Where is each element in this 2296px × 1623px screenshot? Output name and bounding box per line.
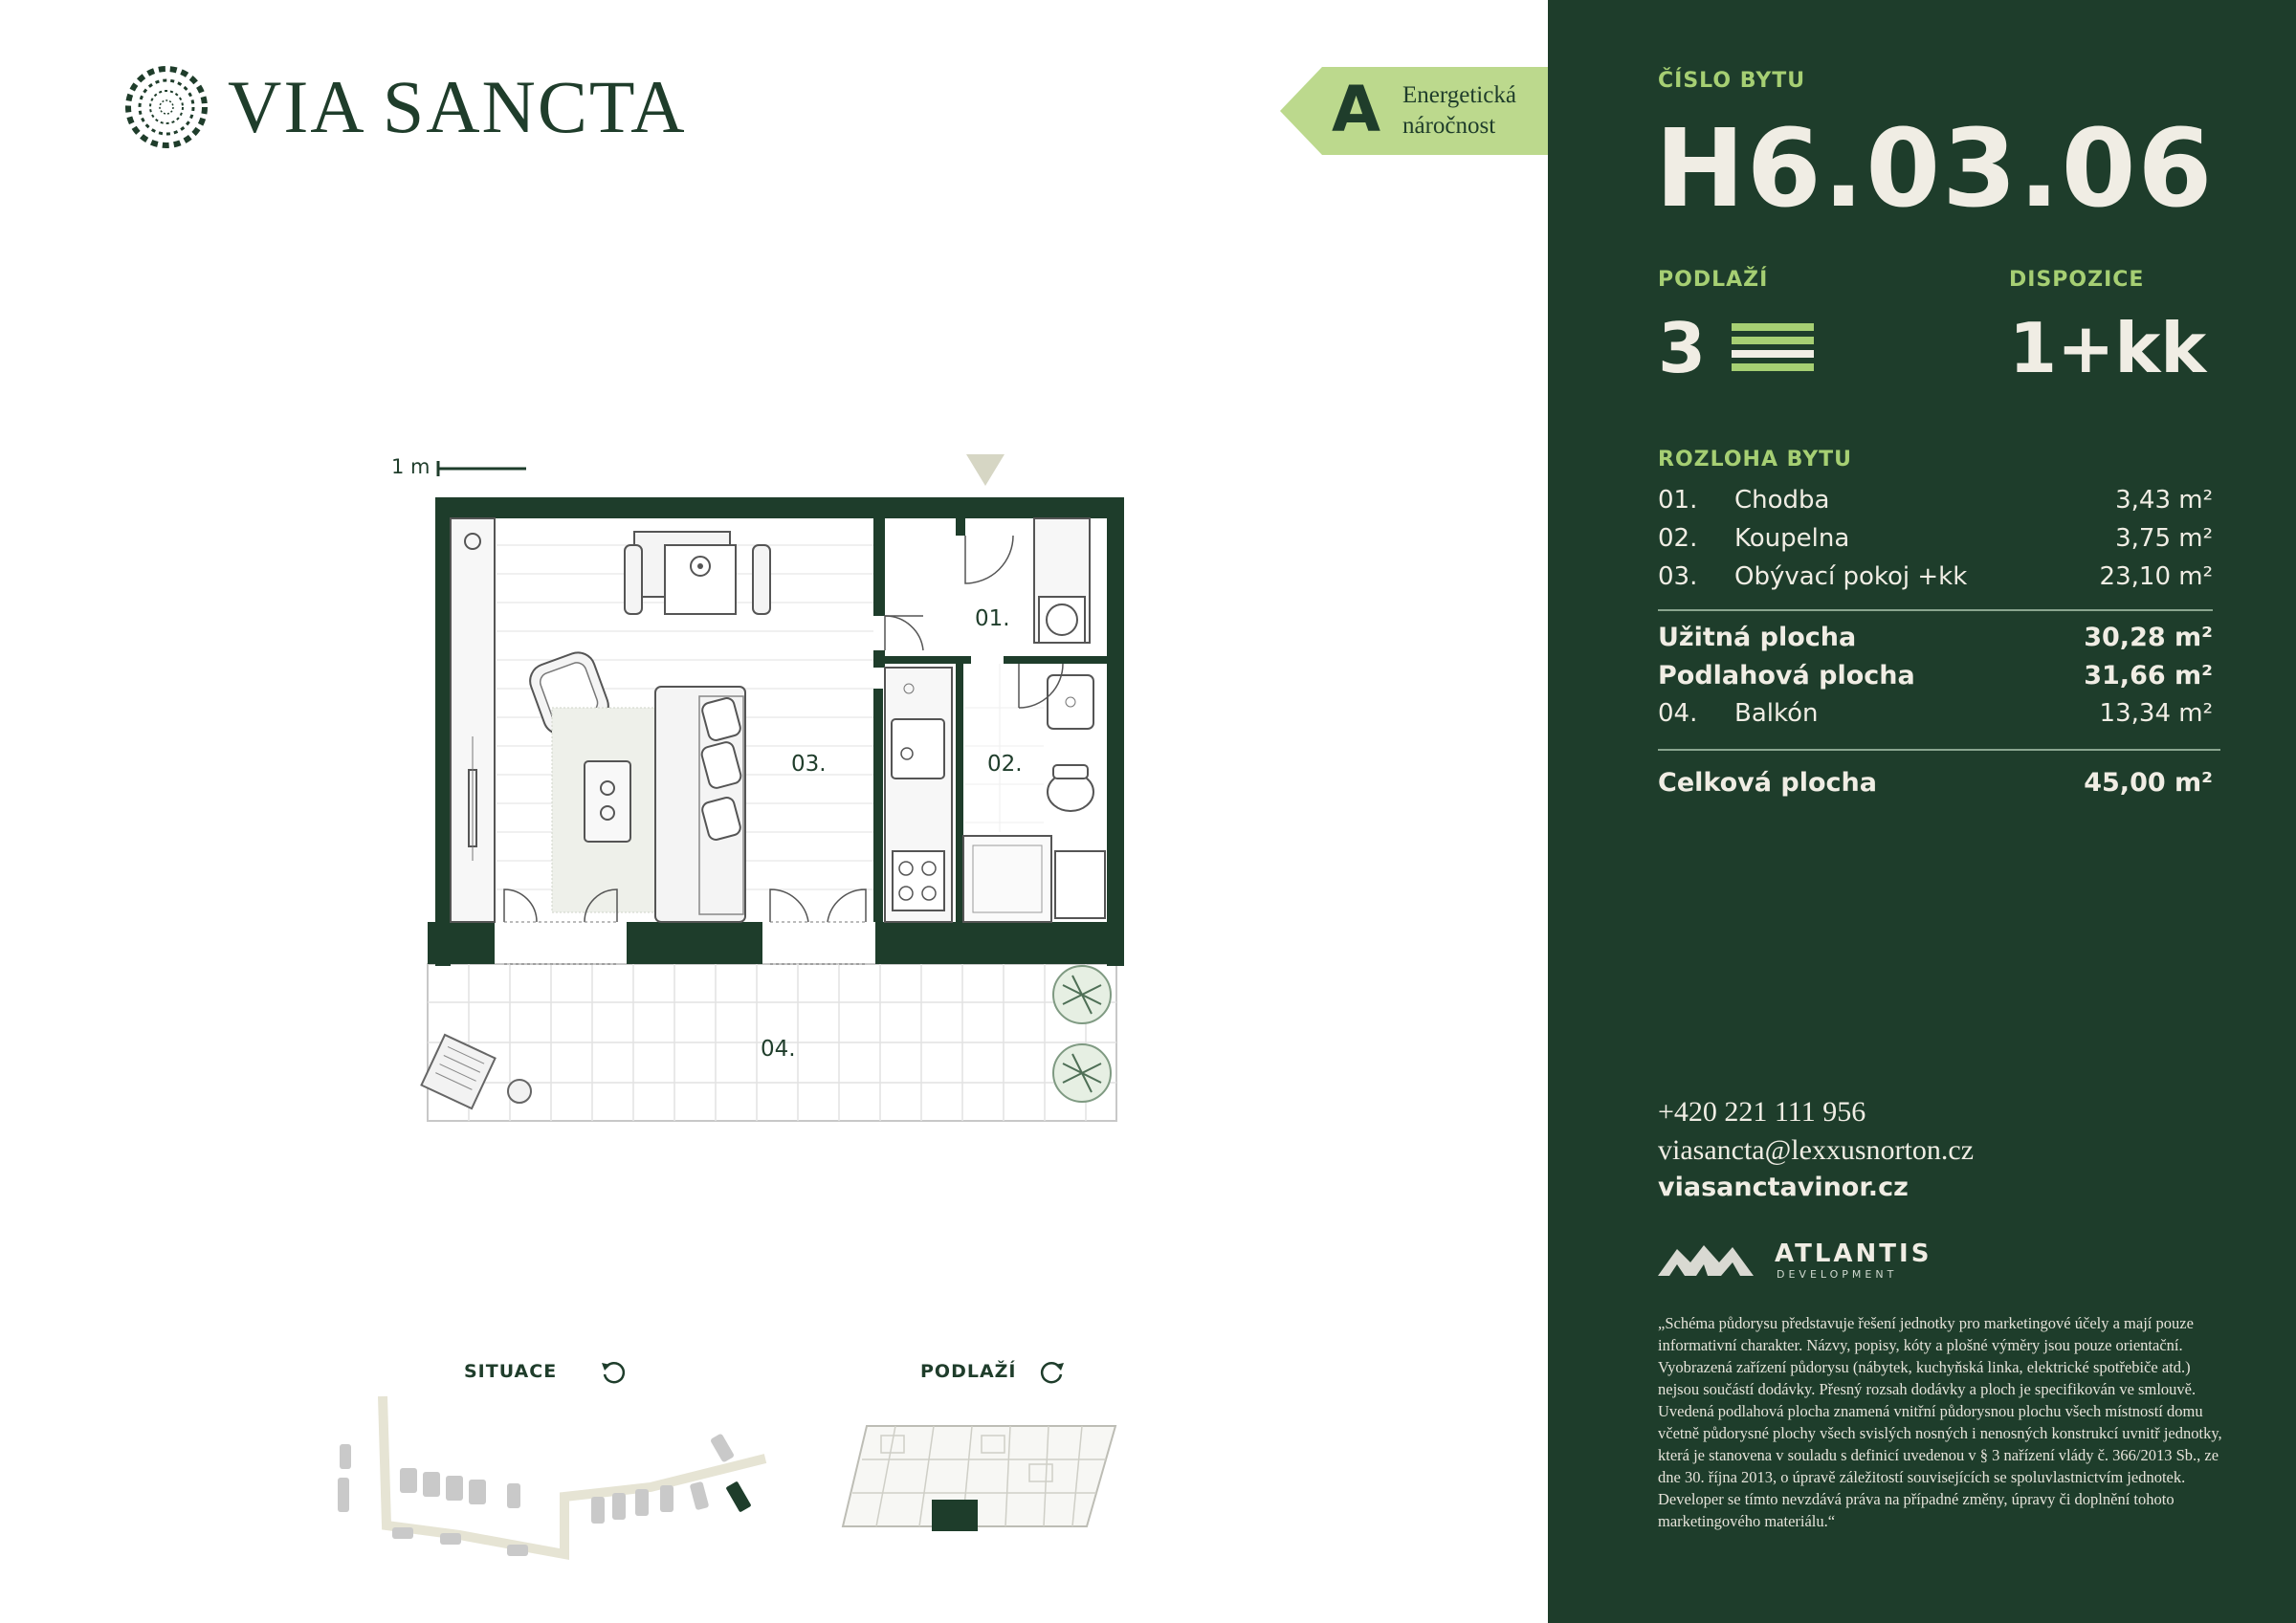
rotate-right-icon: [1038, 1357, 1067, 1386]
floor-map: [838, 1421, 1125, 1531]
area-row-name: Koupelna: [1734, 524, 1850, 553]
area-row-num: 02.: [1658, 524, 1698, 553]
room-label-03: 03.: [791, 752, 827, 777]
area-row-num: 01.: [1658, 486, 1698, 515]
floor-area-value: 31,66 m²: [2084, 661, 2213, 691]
contact-email[interactable]: viasancta@lexxusnorton.cz: [1658, 1134, 1975, 1166]
energy-label: [1402, 80, 1516, 142]
balcony-name: Balkón: [1734, 699, 1819, 728]
area-row-03: [1658, 562, 2213, 597]
area-row-02: [1658, 524, 2213, 559]
room-label-01: 01.: [975, 606, 1010, 631]
room-label-02: 02.: [987, 752, 1023, 777]
usable-area-row: [1658, 623, 2213, 657]
floor-number: 3: [1658, 308, 1707, 388]
area-row-name: Chodba: [1734, 486, 1830, 515]
area-title: ROZLOHA BYTU: [1658, 448, 1852, 472]
atlantis-mountain-icon: [1658, 1241, 1771, 1276]
unit-number-label: ČÍSLO BYTU: [1658, 69, 1806, 93]
developer-logo: [1658, 1239, 1945, 1282]
floor-map-drawing: [838, 1421, 1125, 1531]
area-row-01: [1658, 486, 2213, 520]
unit-number: H6.03.06: [1655, 107, 2215, 231]
total-area-label: Celková plocha: [1658, 768, 1877, 798]
situation-map-drawing: [335, 1392, 775, 1564]
disclaimer-text: „Schéma půdorysu představuje řešení jednotky pro marketingové účely a mají pouze informativní charakter. Názvy, popisy, kóty a plošné výměry jsou pouze orientační. Vyobrazená zařízení půdorysu (nábytek, kuchyňská linka, elektrické spotřebiče atd.) nejsou součástí dodávky. Přesný rozsah dodávky a ploch je specifikován ve smlouvě. Uvedená podlahová plocha znamená vnitřní půdorysnou plochu všech místností domu včetně půdorysné plochy všech svislých nosných i nenosných konstrukcí uvnitř jednotky, která je stanovena v souladu s definicí uvedenou v § 3 nařízení vlády č. 366/2013 Sb., ze dne 30. října 2013, o úpravě záležitostí souvisejících se spoluvlastnictvím jednotek. Developer se tímto nevzdává práva na případné změny, úpravy či doplnění tohoto marketingového materiálu.“: [1658, 1314, 2222, 1530]
layout-label: DISPOZICE: [2009, 268, 2145, 292]
floor-plan-drawing: [387, 450, 1134, 1129]
area-row-name: Obývací pokoj +kk: [1734, 562, 1968, 591]
situation-label: SITUACE: [464, 1361, 558, 1382]
area-row-value: 3,75 m²: [2115, 524, 2213, 553]
area-row-num: 03.: [1658, 562, 1698, 591]
contact-phone[interactable]: +420 221 111 956: [1658, 1096, 1866, 1128]
situation-map: [335, 1392, 775, 1564]
floor-label: PODLAŽÍ: [1658, 268, 1769, 292]
energy-badge: [1280, 67, 1548, 155]
contact-web[interactable]: viasanctavinor.cz: [1658, 1173, 1909, 1202]
balcony-value: 13,34 m²: [2099, 699, 2213, 728]
usable-area-label: Užitná plocha: [1658, 623, 1857, 652]
area-divider: [1658, 609, 2213, 611]
scale-label: 1 m: [391, 455, 430, 478]
balcony-row: [1658, 699, 2213, 734]
floor-area-label: Podlahová plocha: [1658, 661, 1915, 691]
area-row-value: 23,10 m²: [2099, 562, 2213, 591]
total-area-row: [1658, 768, 2213, 802]
logo-mark-icon: [122, 63, 210, 151]
developer-name: ATLANTIS: [1775, 1239, 1932, 1268]
energy-class: A: [1332, 73, 1381, 146]
usable-area-value: 30,28 m²: [2084, 623, 2213, 652]
room-label-04: 04.: [761, 1037, 796, 1062]
energy-label-line2: náročnost: [1402, 113, 1496, 139]
floor-area-row: [1658, 661, 2213, 695]
brand-name: VIA SANCTA: [228, 65, 687, 148]
floor-stack-icon: [1732, 323, 1814, 373]
energy-label-line1: Energetická: [1402, 82, 1516, 108]
developer-sub: DEVELOPMENT: [1777, 1268, 1898, 1281]
total-divider: [1658, 749, 2220, 751]
floor-plan: [387, 450, 1134, 1129]
floor-map-label: PODLAŽÍ: [920, 1361, 1017, 1382]
layout-value: 1+kk: [2009, 308, 2207, 388]
total-area-value: 45,00 m²: [2084, 768, 2213, 798]
balcony-num: 04.: [1658, 699, 1698, 728]
brand-logo: [122, 61, 696, 153]
area-row-value: 3,43 m²: [2115, 486, 2213, 515]
rotate-left-icon: [599, 1357, 628, 1386]
